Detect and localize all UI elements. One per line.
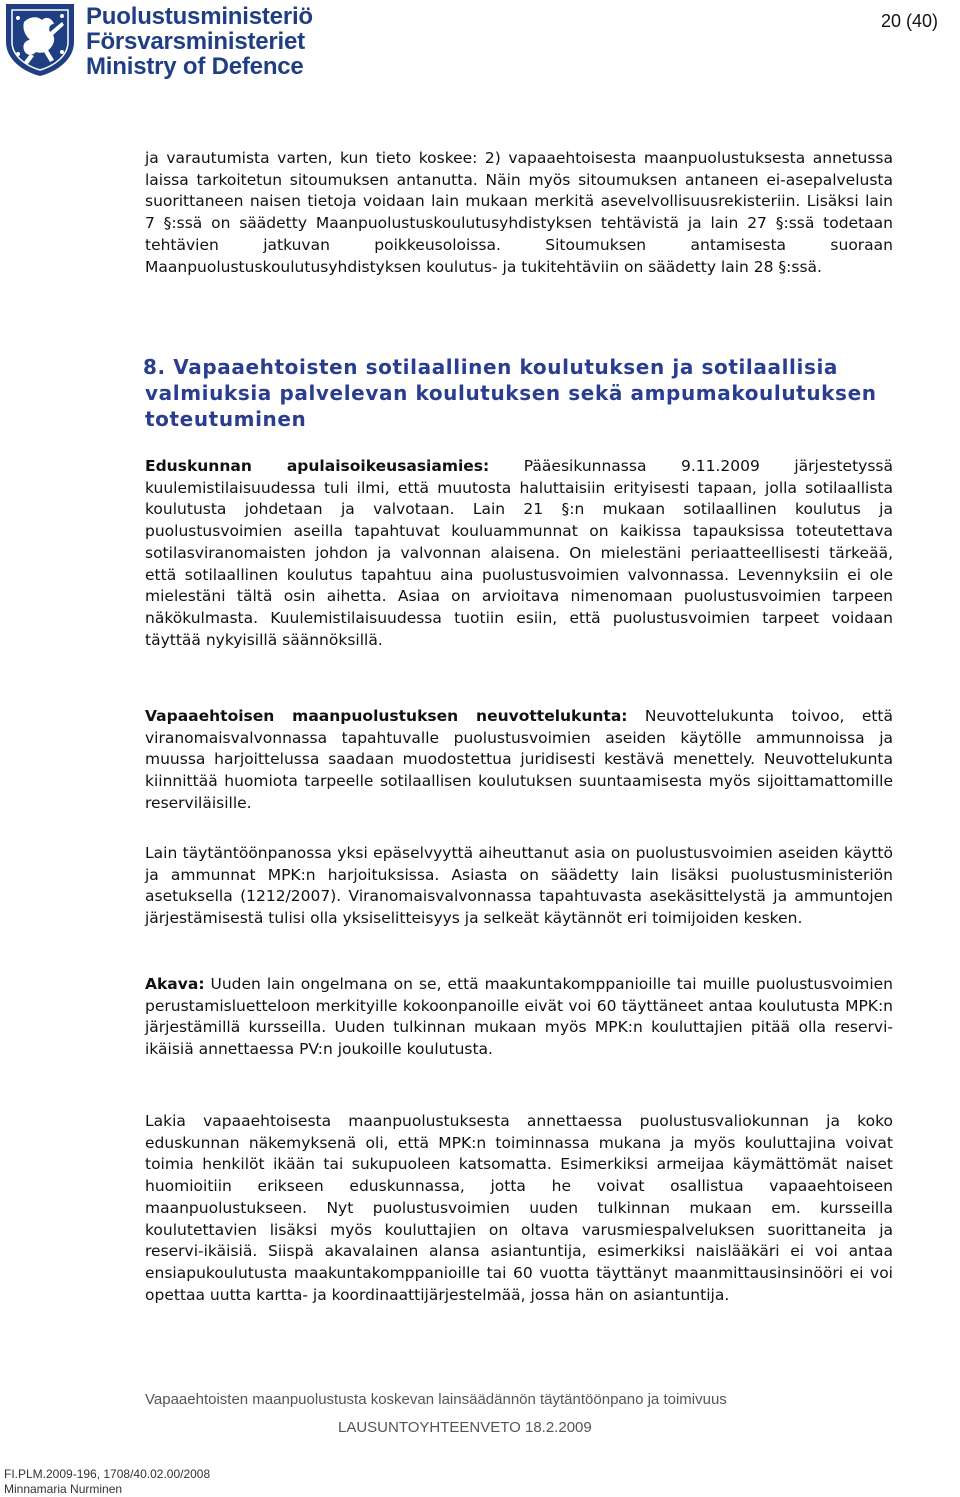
paragraph-body: Uuden lain ongelmana on se, että maakuntakomppanioille tai muille puolustusvoimien perustamisluetteloon merkityille kokoonpanoille eivät voi 60 täyttäneet antaa koulutusta MPK:n järjestämillä kursseilla. Uuden tulkinnan mukaan myös MPK:n kouluttajien pitää olla reservi-ikäisiä annettaessa PV:n joukoille koulutusta.: [145, 975, 893, 1059]
section-title: Vapaaehtoisten sotilaallinen koulutuksen ja sotilaallisia valmiuksia palvelevan koulutuksen sekä ampumakoulutuksen toteutuminen: [145, 355, 877, 431]
paragraph-apulaisoikeusasiamies: [145, 456, 893, 651]
paragraph-text: ja varautumista varten, kun tieto koskee: 2) vapaaehtoisesta maanpuolustuksesta annetussa laissa tarkoitetun sitoumuksen antanutta. Näin myös sitoumuksen antaneen ei-asepalvelusta suorittaneen naisen tietoja voidaan lain mukaan merkitä asevelvollisuusrekisteriin. Lisäksi lain 7 §:ssä on säädetty Maanpuolustuskoulutusyhdistyksen tehtävistä ja lain 27 §:ssä todetaan tehtävien jatkuvan poikkeusoloissa. Sitoumuksen antamisesta suoraan Maanpuolustuskoulutusyhdistyksen koulutus- ja tukitehtäviin on säädetty lain 28 §:ssä.: [145, 149, 893, 276]
paragraph-text: Lakia vapaaehtoisesta maanpuolustuksesta annettaessa puolustusvaliokunnan ja koko eduskunnan näkemyksenä oli, että MPK:n toiminnassa mukana ja myös kouluttajina voivat toimia henkilöt ikään tai sukupuoleen katsomatta. Esimerkiksi armeijaa käymättömät naiset huomioitiin erikseen eduskunnassa, jotta he voivat osallistua vapaaehtoiseen maanpuolustukseen. Nyt puolustusvoimien uuden tulkinnan mukaan em. kursseilla koulutettavien lisäksi myös kouluttajien on oltava varusmiespalveluksen suorittaneita ja reservi-ikäisiä. Siispä akavalainen alansa asiantuntija, esimerkiksi naislääkäri ei voi antaa ensiapukoulutusta maakuntakomppanioille tai 60 vuotta täyttänyt maanmittausinsinööri ei voi opettaa uutta kartta- ja koordinaattijärjestelmää, jossa hän on asiantuntija.: [145, 1112, 893, 1304]
paragraph-akava: [145, 974, 893, 1061]
ministry-name-sv: Försvarsministeriet: [86, 28, 305, 55]
ministry-name: [86, 4, 313, 79]
ministry-name-fi: Puolustusministeriö: [86, 3, 313, 30]
paragraph-text: [145, 974, 893, 1061]
ministry-name-en: Ministry of Defence: [86, 53, 304, 80]
paragraph-text: [145, 706, 893, 815]
paragraph-text: [145, 456, 893, 651]
page-number: 20 (40): [880, 11, 938, 31]
paragraph-neuvottelukunta: [145, 706, 893, 815]
paragraph-sitoumus: [145, 148, 893, 278]
coat-of-arms-icon: [4, 2, 76, 78]
paragraph-lakia: [145, 1111, 893, 1306]
paragraph-body: Pääesikunnassa 9.11.2009 järjestetyssä kuulemistilaisuudessa tuli ilmi, että muutosta haluttaisiin erityisesti tapaan, jolla sotilaallista koulutusta johdetaan ja valvotaan. Lain 21 §:n mukaan sotilaallinen koulutus ja puolustusvoimien aseilla tapahtuvat kouluammunnat on kaikissa tapauksissa toteutettava sotilasviranomaisten johdon ja valvonnan alaisena. On mielestäni periaatteellisesti tärkeää, että sotilaallinen koulutus tapahtuu aina puolustusvoimien valvonnassa. Levennyksiin ei ole mielestäni tältä osin aihetta. Asiaa on arvioitava nimenomaan puolustusvoimien tarpeen näkökulmasta. Kuulemistilaisuudessa tuotiin esiin, että puolustusvoimien tarpeet voidaan täyttää nykyisillä säännöksillä.: [145, 457, 893, 649]
paragraph-taytantoonpano: [145, 843, 893, 930]
paragraph-lead: Eduskunnan apulaisoikeusasiamies:: [145, 457, 490, 475]
paragraph-lead: Vapaaehtoisen maanpuolustuksen neuvottelukunta:: [145, 707, 628, 725]
footer-title: Vapaaehtoisten maanpuolustusta koskevan lainsäädännön täytäntöönpano ja toimivuus: [145, 1391, 727, 1408]
page-header: [0, 0, 960, 80]
paragraph-lead: Akava:: [145, 975, 205, 993]
footer-subtitle: LAUSUNTOYHTEENVETO 18.2.2009: [338, 1419, 592, 1436]
paragraph-body: Neuvottelukunta toivoo, että viranomaisvalvonnassa tapahtuvalle puolustusvoimien aseiden käytölle ammunnoissa ja muussa harjoittelussa saadaan muodostettua juridisesti kestävä menettely. Neuvottelukunta kiinnittää huomiota tarpeelle sotilaallisen koulutuksen suuntaamisesta myös sijoittamattomille reserviläisille.: [145, 707, 894, 812]
section-number: 8.: [143, 355, 166, 379]
footer-author: Minnamaria Nurminen: [4, 1482, 123, 1496]
footer-document-id: FI.PLM.2009-196, 1708/40.02.00/2008: [4, 1467, 211, 1481]
section-heading: [145, 354, 893, 432]
paragraph-text: Lain täytäntöönpanossa yksi epäselvyyttä aiheuttanut asia on puolustusvoimien aseiden käyttö ja ammunnat MPK:n harjoituksissa. Asiasta on säädetty lain lisäksi puolustusministeriön asetuksella (1212/2007). Viranomaisvalvonnassa tapahtuvasta asekäsittelystä ja ammuntojen järjestämisestä tulisi olla yksiselitteisyys ja selkeät käytännöt eri toimijoiden kesken.: [145, 844, 893, 928]
